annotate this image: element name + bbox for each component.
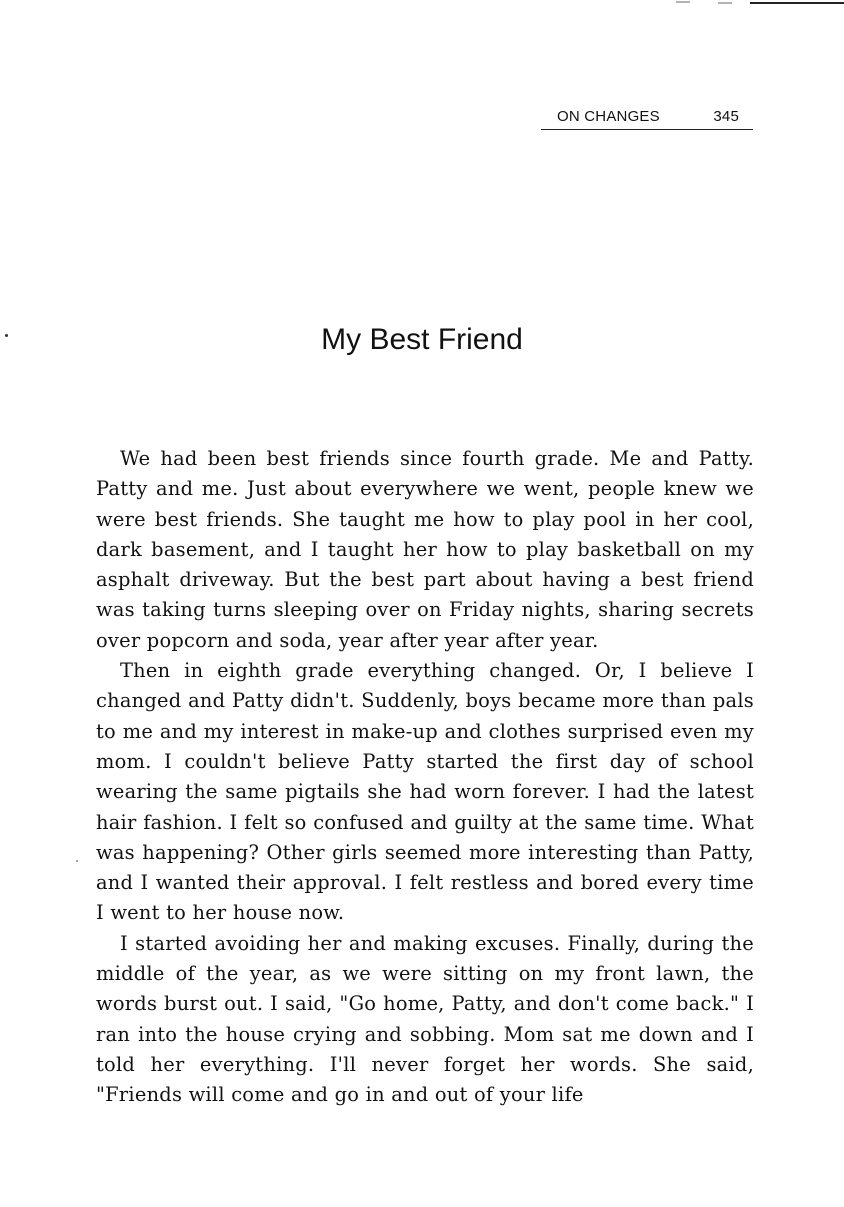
paragraph: We had been best friends since fourth grade. Me and Patty. Patty and me. Just about everywhere we went, people knew we were best friends. She taught me how to play pool in her cool, dark basement, and I taught her how to play basketball on my asphalt driveway. But the best part about having a best friend was taking turns sleeping over on Friday nights, sharing secrets over popcorn and soda, year after year after year. (96, 447, 754, 652)
scan-edge-marks (670, 0, 844, 8)
scan-speck (76, 860, 78, 862)
body-text (96, 444, 754, 1111)
page-number: 345 (713, 108, 739, 125)
paragraph: I started avoiding her and making excuses. Finally, during the middle of the year, as we were sitting on my front lawn, the words burst out. I said, "Go home, Patty, and don't come back." I ran into the house crying and sobbing. Mom sat me down and I told her everything. I'll never forget her words. She said, "Friends will come and go in and out of your life (96, 931, 754, 1107)
paragraph: Then in eighth grade everything changed. Or, I believe I changed and Patty didn't. Suddenly, boys became more than pals to me and my interest in make-up and clothes surprised even my mom. I couldn't believe Patty started the first day of school wearing the same pigtails she had worn forever. I had the latest hair fashion. I felt so confused and guilty at the same time. What was happening? Other girls seemed more interesting than Patty, and I wanted their approval. I felt restless and bored every time I went to her house now. (96, 659, 754, 925)
running-head (541, 108, 753, 130)
running-head-section: ON CHANGES (557, 108, 660, 125)
chapter-title: My Best Friend (321, 323, 523, 356)
